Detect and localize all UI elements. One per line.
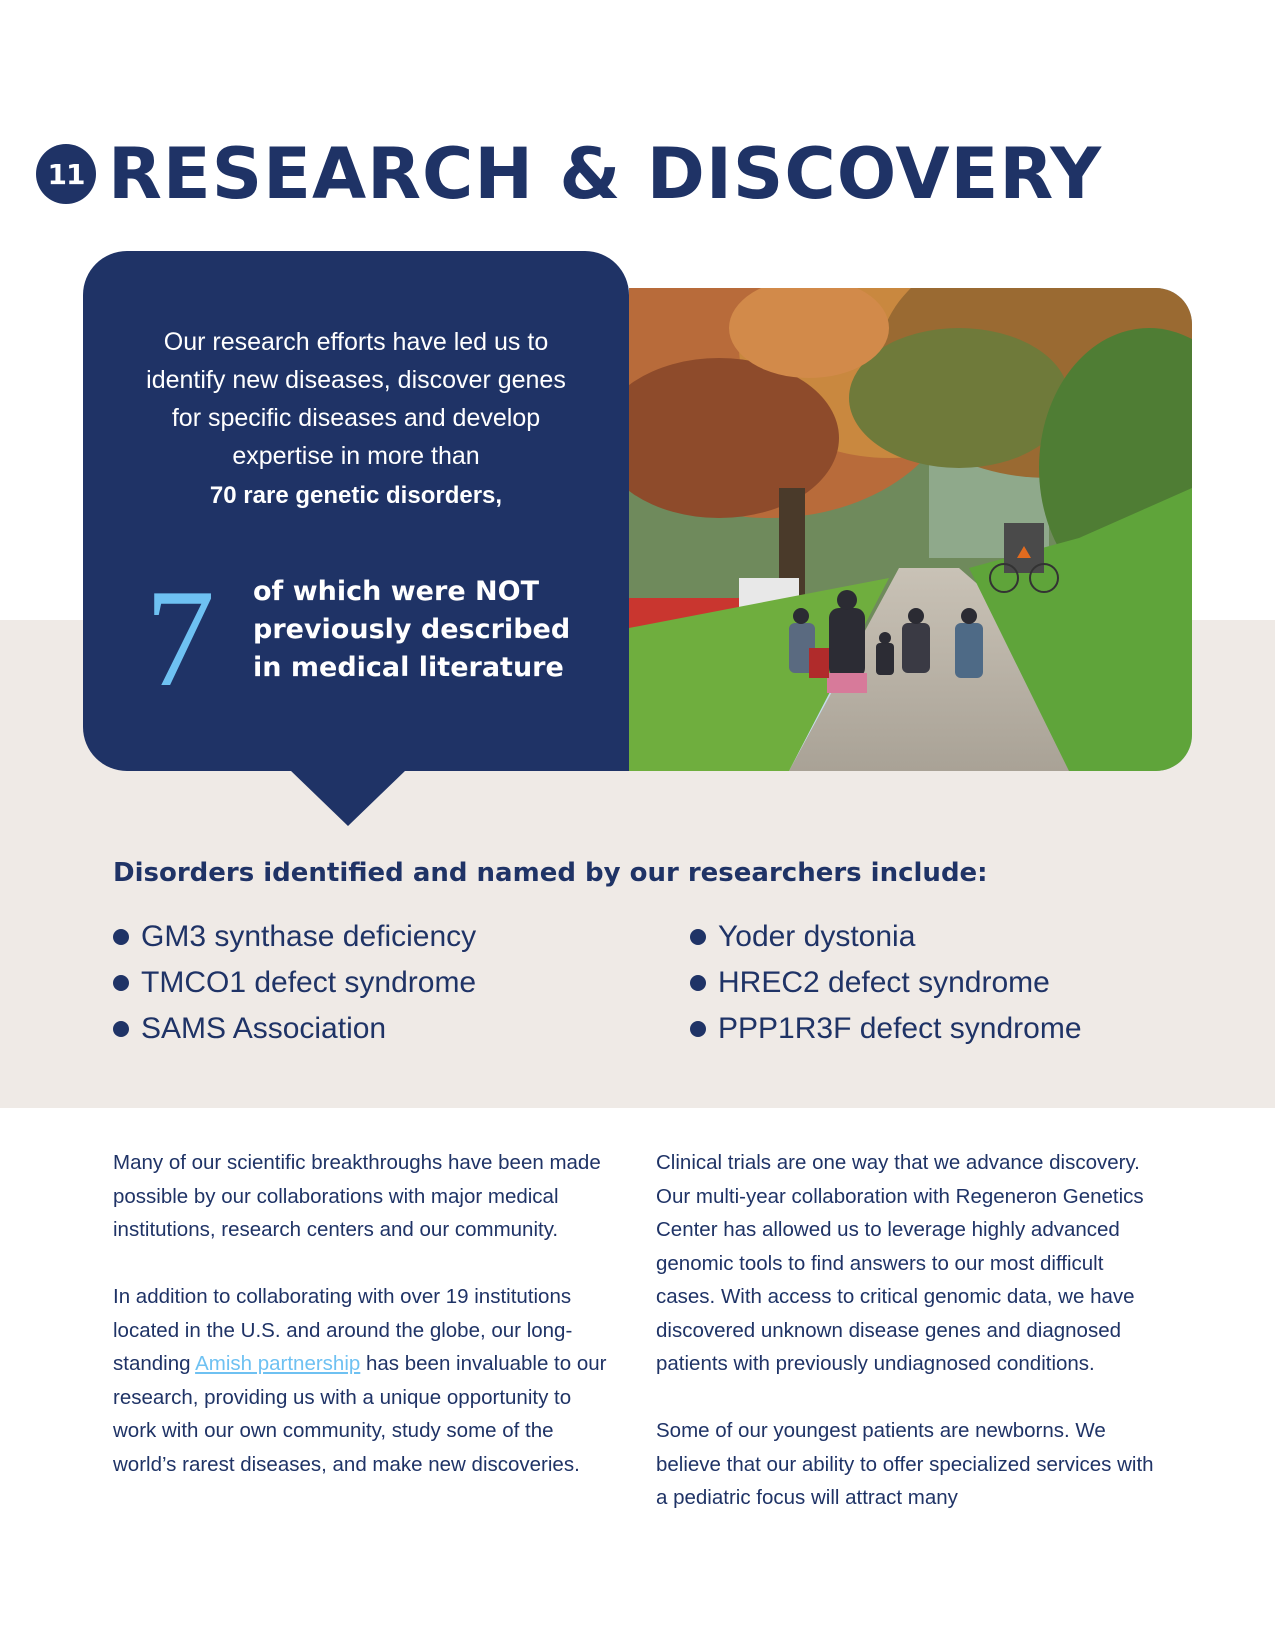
bullet-icon (113, 975, 129, 991)
bullet-icon (690, 929, 706, 945)
body-column-right (656, 1146, 1161, 1548)
page-title: RESEARCH & DISCOVERY (108, 133, 1103, 215)
section-number-badge: 11 (36, 144, 96, 204)
photo-amish-family-road (629, 288, 1192, 771)
list-item-label: TMCO1 defect syndrome (141, 966, 477, 999)
big-number: 7 (145, 561, 215, 716)
list-item-label: SAMS Association (141, 1012, 387, 1045)
list-item-label: PPP1R3F defect syndrome (718, 1012, 1082, 1045)
caption-line: previously described (253, 614, 571, 645)
list-item-label: HREC2 defect syndrome (718, 966, 1050, 999)
body-column-left (113, 1146, 618, 1515)
list-item (113, 1006, 476, 1052)
list-item (690, 1006, 1082, 1052)
disorders-heading: Disorders identified and named by our researchers include: (113, 858, 988, 888)
list-item (690, 960, 1082, 1006)
bullet-icon (113, 929, 129, 945)
section-header (36, 134, 1102, 214)
list-item (113, 960, 476, 1006)
stat-callout (83, 251, 629, 771)
list-item (113, 914, 476, 960)
callout-pointer (290, 770, 406, 826)
big-number-caption (253, 573, 570, 687)
body-paragraph (113, 1280, 618, 1481)
paragraph-text: In addition to collaborating with over 19 institutions located in the U.S. and around the globe, our long-standing (113, 1285, 573, 1375)
paragraph-text: has been invaluable to our research, providing us with a unique opportunity to work with our own community, study some of the world’s rarest diseases, and make new discoveries. (113, 1352, 607, 1476)
callout-highlight: 70 rare genetic disorders, (209, 482, 503, 509)
list-item (690, 914, 1082, 960)
disorder-list-right (690, 914, 1082, 1052)
bullet-icon (690, 1021, 706, 1037)
disorder-list-left (113, 914, 476, 1052)
list-item-label: GM3 synthase deficiency (141, 920, 477, 953)
bullet-icon (690, 975, 706, 991)
body-paragraph: Clinical trials are one way that we advance discovery. Our multi-year collaboration with Regeneron Genetics Center has allowed us to leverage highly advanced genomic tools to find answers to our most difficult cases. With access to critical genomic data, we have discovered unknown disease genes and diagnosed patients with previously undiagnosed conditions. (656, 1151, 1144, 1375)
bullet-icon (113, 1021, 129, 1037)
amish-partnership-link[interactable]: Amish partnership (195, 1352, 361, 1375)
caption-line: of which were NOT (253, 576, 539, 607)
list-item-label: Yoder dystonia (718, 920, 916, 953)
body-paragraph: Some of our youngest patients are newborns. We believe that our ability to offer specialized services with a pediatric focus will attract many (656, 1419, 1154, 1509)
body-paragraph: Many of our scientific breakthroughs have been made possible by our collaborations with major medical institutions, research centers and our community. (113, 1151, 601, 1241)
caption-line: in medical literature (253, 652, 564, 683)
callout-intro-text: Our research efforts have led us to identify new diseases, discover genes for specific diseases and develop expertise in more than (146, 328, 566, 470)
